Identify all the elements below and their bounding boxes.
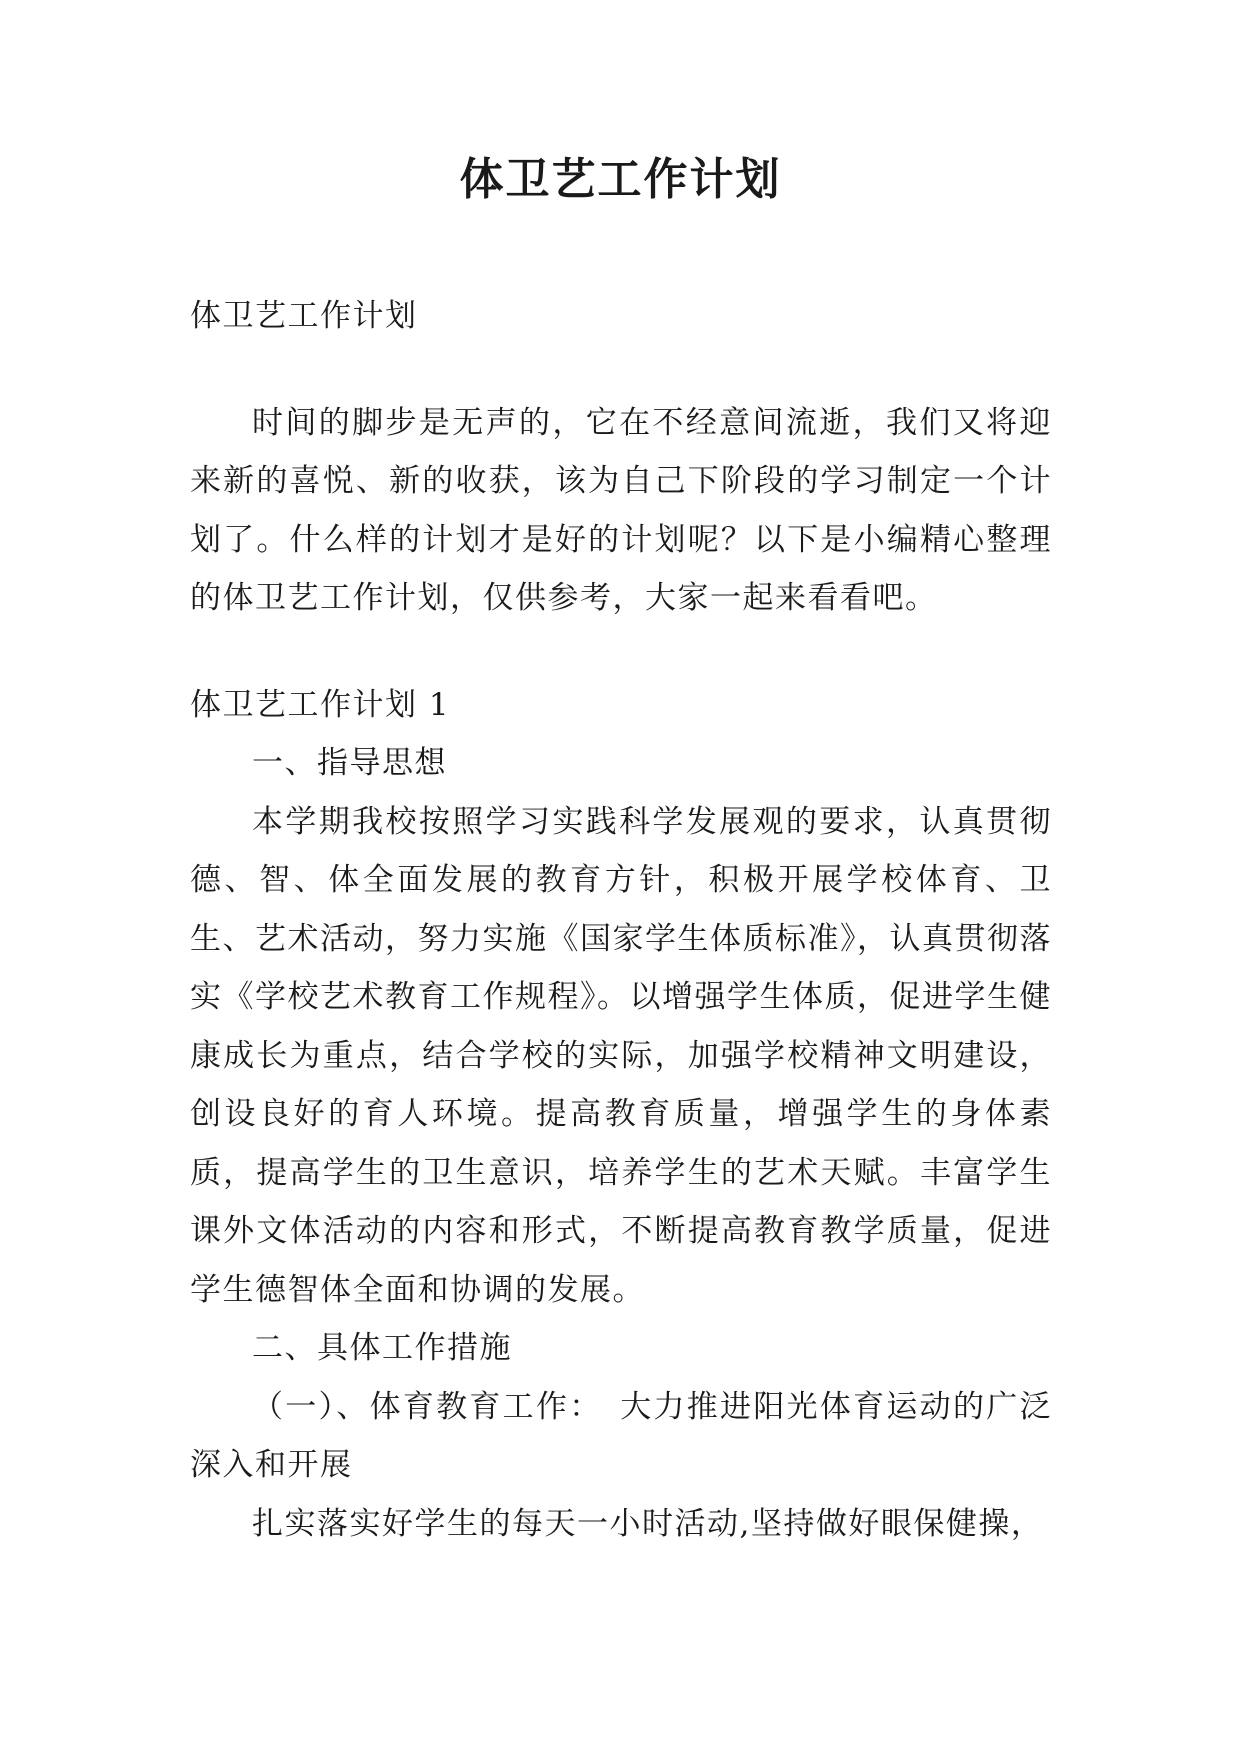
- section-title: 体卫艺工作计划 1: [190, 686, 451, 723]
- document-body: [190, 287, 1052, 1553]
- heading-work-measures: 二、具体工作措施: [252, 1330, 512, 1366]
- pe-work-paragraph: 扎实落实好学生的每天一小时活动,坚持做好眼保健操，: [252, 1505, 1044, 1542]
- heading-guiding-ideology: 一、指导思想: [252, 745, 447, 781]
- intro-paragraph: 时间的脚步是无声的，它在不经意间流逝，我们又将迎来新的喜悦、新的收获，该为自己下阶段的学习制定一个计划了。什么样的计划才是好的计划呢？以下是小编精心整理的体卫艺工作计划，仅供参考，大家一起来看看吧。: [190, 404, 1052, 616]
- subheading-pe-work: （一）、体育教育工作： 大力推进阳光体育运动的广泛深入和开展: [190, 1388, 1052, 1483]
- guiding-ideology-paragraph: 本学期我校按照学习实践科学发展观的要求，认真贯彻德、智、体全面发展的教育方针，积极开展学校体育、卫生、艺术活动，努力实施《国家学生体质标准》，认真贯彻落实《学校艺术教育工作规程》。以增强学生体质，促进学生健康成长为重点，结合学校的实际，加强学校精神文明建设，创设良好的育人环境。提高教育质量，增强学生的身体素质，提高学生的卫生意识，培养学生的艺术天赋。丰富学生课外文体活动的内容和形式，不断提高教育教学质量，促进学生德智体全面和协调的发展。: [190, 803, 1052, 1308]
- document-title: 体卫艺工作计划: [459, 154, 782, 205]
- document-subtitle: 体卫艺工作计划: [190, 298, 418, 334]
